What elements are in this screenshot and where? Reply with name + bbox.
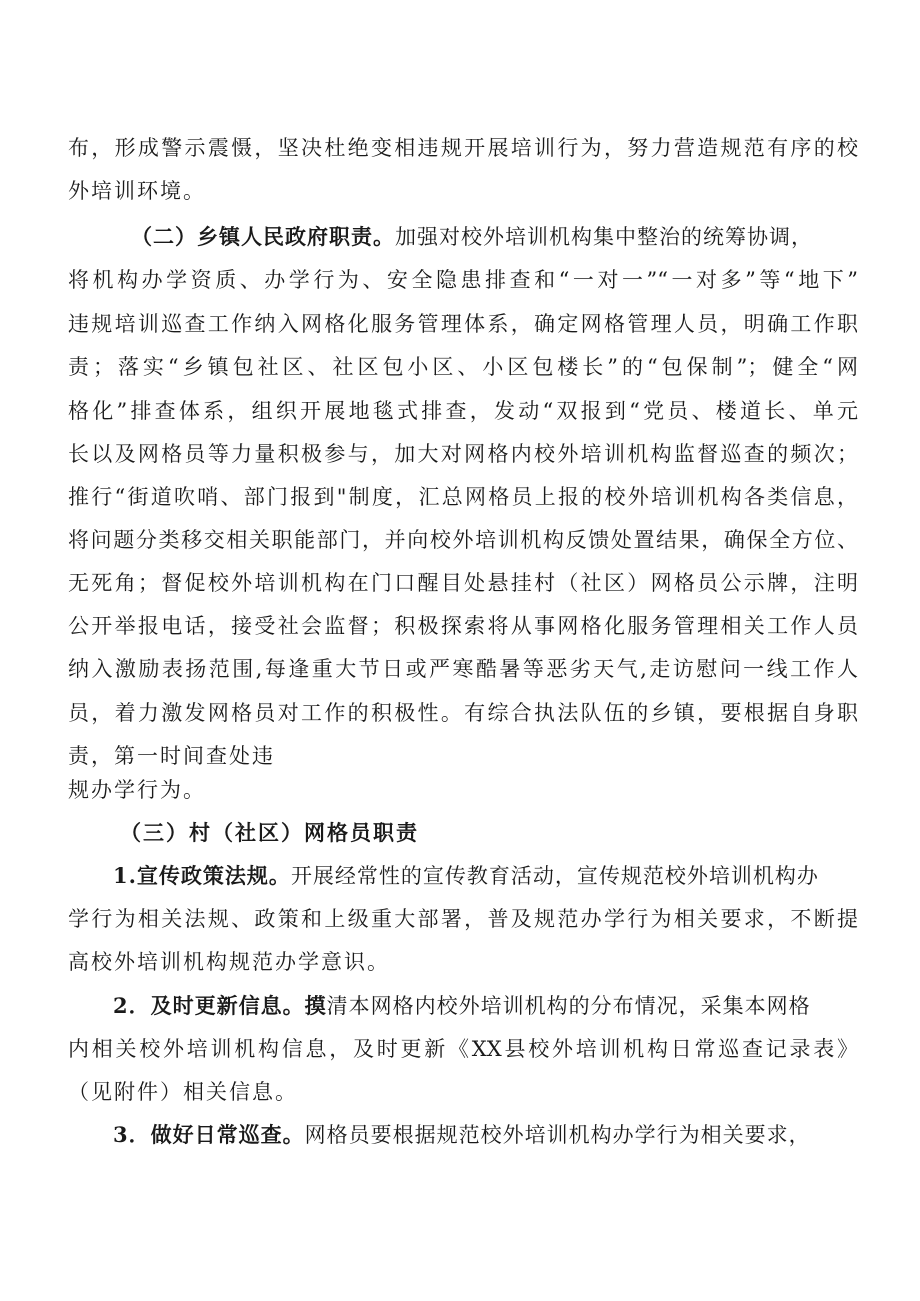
paragraph-line [68,176,858,206]
paragraph-line [68,396,858,426]
line-text: 违规培训巡查工作纳入网格化服务管理体系，确定网格管理人员，明确工作职 [68,312,858,336]
line-text: 布，形成警示震慑，坚决杜绝变相违规开展培训行为，努力营造规范有序的校 [68,136,858,160]
paragraph-line [68,698,858,728]
line-text: 开展经常性的宣传教育活动，宣传规范校外培训机构办 [290,864,819,888]
line-text: （见附件）相关信息。 [68,1080,298,1104]
list-item-heading: 3．做好日常巡查。 [113,1122,305,1147]
line-text: 将机构办学资质、办学行为、安全隐患排查和“一对一”“一对多”等“地下” [68,268,858,292]
line-text: 推行“街道吹哨、部门报到"制度，汇总网格员上报的校外培训机构各类信息， [68,485,858,509]
paragraph-line [68,133,858,163]
paragraph-line [68,265,858,295]
paragraph-line [68,1034,858,1064]
line-text: 责，第一时间查处违 [68,744,275,768]
paragraph-line [68,947,858,977]
list-item-heading: 1.宣传政策法规。 [113,863,291,888]
paragraph-line [68,352,858,382]
section-heading-line [131,222,858,252]
paragraph-line [68,904,858,934]
line-text: 纳入激励表扬范围,每逢重大节日或严寒酷暑等恶劣天气,走访慰问一线工作人 [68,657,858,681]
line-text: 责；落实“乡镇包社区、社区包小区、小区包楼长”的“包保制”；健全“网 [68,355,858,379]
paragraph-line [68,775,858,805]
line-text: 清本网格内校外培训机构的分布情况，采集本网格 [326,994,811,1018]
line-text: 长以及网格员等力量积极参与，加大对网格内校外培训机构监督巡查的频次； [68,442,858,466]
list-item-line [113,991,858,1021]
paragraph-line [68,482,858,512]
paragraph-line [68,1077,858,1107]
line-text: 内相关校外培训机构信息，及时更新《XX县校外培训机构日常巡查记录表》 [68,1037,858,1061]
line-text: 规办学行为。 [68,778,206,802]
section-heading: （二）乡镇人民政府职责。 [131,224,395,249]
paragraph-line [68,525,858,555]
line-text: 公开举报电话，接受社会监督；积极探索将从事网格化服务管理相关工作人员 [68,614,858,638]
line-text: 无死角；督促校外培训机构在门口醒目处悬挂村（社区）网格员公示牌，注明 [68,571,858,595]
line-text: 将问题分类移交相关职能部门，并向校外培训机构反馈处置结果，确保全方位、 [68,528,858,552]
paragraph-line [68,654,858,684]
line-text: 网格员要根据规范校外培训机构办学行为相关要求， [304,1123,811,1147]
line-text: 格化”排查体系，组织开展地毯式排查，发动“双报到“党员、楼道长、单元 [68,399,858,423]
paragraph-line [68,611,858,641]
line-text: 学行为相关法规、政策和上级重大部署，普及规范办学行为相关要求，不断提 [68,907,858,931]
paragraph-line [68,568,858,598]
list-item-line [113,861,858,891]
paragraph-line [68,741,858,771]
section-heading: （三）村（社区）网格员职责 [120,820,419,845]
line-text: 高校外培训机构规范办学意识。 [68,950,390,974]
line-text: 加强对校外培训机构集中整治的统筹协调， [395,225,813,249]
line-text: 外培训环境。 [68,179,206,203]
paragraph-line [68,309,858,339]
list-item-line [113,1120,858,1150]
section-heading-line [120,818,858,848]
list-item-heading: 2．及时更新信息。摸 [113,993,327,1018]
line-text: 员，着力激发网格员对工作的积极性。有综合执法队伍的乡镇，要根据自身职 [68,701,858,725]
paragraph-line [68,439,858,469]
